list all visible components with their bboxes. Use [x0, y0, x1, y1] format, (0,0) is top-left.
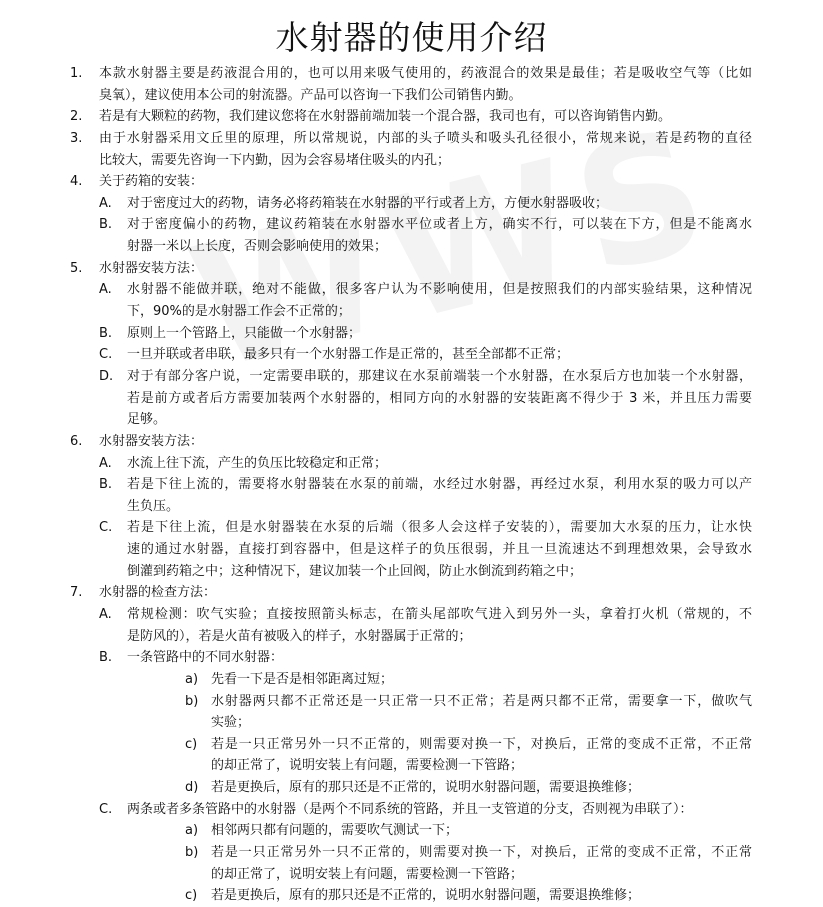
text-line [0, 517, 823, 539]
text-line [0, 150, 823, 172]
line-text: 对于密度过大的药物，请务必将药箱装在水射器的平行或者上方，方便水射器吸收； [127, 195, 609, 211]
line-text: 一条管路中的不同水射器： [127, 650, 284, 666]
line-text: 若是更换后，原有的那只还是不正常的，说明水射器问题，需要退换维修； [211, 780, 641, 796]
text-line [0, 885, 823, 907]
text-line [0, 669, 823, 691]
line-text: 的却正常了，说明安装上有问题，需要检测一下管路； [211, 758, 524, 774]
text-line [0, 431, 823, 453]
line-text: 水流上往下流，产生的负压比较稳定和正常； [127, 455, 388, 471]
text-line [0, 864, 823, 886]
line-text: 关于药箱的安装： [99, 174, 204, 190]
line-text: 水射器安装方法： [99, 433, 204, 449]
item-number: 3. [70, 130, 83, 146]
text-line [0, 63, 823, 85]
text-line [0, 604, 823, 626]
text-line [0, 214, 823, 236]
text-line [0, 755, 823, 777]
text-line [0, 106, 823, 128]
sub-sub-item-label: b) [185, 693, 199, 709]
text-line [0, 409, 823, 431]
sub-item-label: A. [99, 607, 112, 622]
text-line [0, 323, 823, 345]
line-text: 对于密度偏小的药物，建议药箱装在水射器水平位或者上方，确实不行，可以装在下方，但是不能离水 [127, 217, 752, 233]
text-line [0, 388, 823, 410]
line-text: 水射器安装方法： [99, 260, 204, 276]
text-line [0, 344, 823, 366]
line-text: 若是前方或者后方需要加装两个水射器的，相同方向的水射器的安装距离不得少于 3 米，并且压力需要 [127, 390, 752, 406]
line-text: 若是下往上流的，需要将水射器装在水泵的前端，水经过水射器，再经过水泵，利用水泵的吸力可以产 [127, 477, 752, 493]
text-line [0, 777, 823, 799]
item-number: 4. [70, 174, 83, 190]
text-line [0, 236, 823, 258]
text-line [0, 626, 823, 648]
line-text: 下，90%的是水射器工作会不正常的； [127, 304, 351, 320]
text-line [0, 734, 823, 756]
item-number: 7. [70, 585, 83, 601]
text-line [0, 279, 823, 301]
sub-item-label: A. [99, 282, 112, 298]
line-text: 比较大，需要先咨询一下内勤，因为会容易堵住吸头的内孔； [99, 152, 451, 168]
sub-item-label: B. [99, 325, 113, 341]
page-title: 水射器的使用介绍 [275, 18, 548, 57]
line-text: 臭氧），建议使用本公司的射流器。产品可以咨询一下我们公司销售内勤。 [99, 87, 522, 103]
line-text: 生负压。 [127, 498, 180, 514]
line-text: 对于有部分客户说，一定需要串联的，那建议在水泵前端装一个水射器，在水泵后方也加装一个水射器， [127, 368, 752, 384]
line-text: 实验； [211, 715, 251, 731]
line-text: 的却正常了，说明安装上有问题，需要检测一下管路； [211, 866, 524, 882]
line-text: 是防风的），若是火苗有被吸入的样子，水射器属于正常的； [127, 628, 472, 644]
line-text: 常规检测：吹气实验；直接按照箭头标志，在箭头尾部吹气进入到另外一头，拿着打火机（常规的，不 [127, 607, 752, 622]
text-line [0, 820, 823, 842]
text-line [0, 301, 823, 323]
line-text: 倒灌到药箱之中；这种情况下，建议加装一个止回阀，防止水倒流到药箱之中； [127, 563, 583, 579]
line-text: 原则上一个管路上，只能做一个水射器； [127, 325, 362, 341]
item-number: 5. [70, 260, 83, 276]
text-line [0, 193, 823, 215]
sub-sub-item-label: c) [185, 736, 198, 752]
sub-item-label: D. [99, 368, 114, 384]
line-text: 若是有大颗粒的药物，我们建议您将在水射器前端加装一个混合器，我司也有，可以咨询销售内勤。 [99, 109, 672, 125]
text-line [0, 561, 823, 583]
line-text: 若是一只正常另外一只不正常的，则需要对换一下，对换后，正常的变成不正常，不正常 [211, 845, 752, 861]
item-number: 1. [70, 66, 83, 81]
sub-sub-item-label: a) [185, 671, 199, 687]
line-text: 相邻两只都有问题的，需要吹气测试一下； [211, 823, 459, 839]
item-number: 6. [70, 433, 83, 449]
sub-item-label: A. [99, 455, 112, 471]
text-line [0, 539, 823, 561]
sub-item-label: B. [99, 650, 113, 666]
line-text: 若是一只正常另外一只不正常的，则需要对换一下，对换后，正常的变成不正常，不正常 [211, 736, 752, 752]
text-line [0, 258, 823, 280]
line-text: 足够。 [127, 412, 167, 428]
text-line [0, 474, 823, 496]
text-line [0, 171, 823, 193]
text-line [0, 712, 823, 734]
sub-sub-item-label: d) [185, 780, 199, 796]
text-line [0, 366, 823, 388]
line-text: 水射器的检查方法： [99, 585, 217, 601]
sub-sub-item-label: c) [185, 888, 198, 904]
text-line [0, 496, 823, 518]
text-line [0, 842, 823, 864]
sub-sub-item-label: b) [185, 845, 199, 861]
sub-item-label: B. [99, 477, 113, 493]
line-text: 水射器两只都不正常还是一只正常一只不正常；若是两只都不正常，需要拿一下，做吹气 [211, 693, 752, 709]
line-text: 两条或者多条管路中的水射器（是两个不同系统的管路，并且一支管道的分支，否则视为串联了）： [127, 801, 693, 817]
text-line [0, 582, 823, 604]
text-line [0, 85, 823, 107]
sub-item-label: C. [99, 520, 113, 536]
text-line [0, 453, 823, 475]
text-line [0, 799, 823, 821]
line-text: 本款水射器主要是药液混合用的，也可以用来吸气使用的，药液混合的效果是最佳；若是吸收空气等（比如 [99, 66, 752, 81]
line-text: 若是下往上流，但是水射器装在水泵的后端（很多人会这样子安装的），需要加大水泵的压力，让水快 [127, 520, 752, 536]
text-line [0, 128, 823, 150]
sub-item-label: C. [99, 347, 113, 363]
line-text: 速的通过水射器，直接打到容器中，但是这样子的负压很弱，并且一旦流速达不到理想效果，会导致水 [127, 542, 752, 558]
line-text: 一旦并联或者串联，最多只有一个水射器工作是正常的，甚至全部都不正常； [127, 347, 570, 363]
sub-item-label: C. [99, 801, 113, 817]
sub-item-label: A. [99, 195, 112, 211]
line-text: 先看一下是否是相邻距离过短； [211, 671, 394, 687]
item-number: 2. [70, 109, 83, 125]
sub-sub-item-label: a) [185, 823, 199, 839]
text-line [0, 647, 823, 669]
line-text: 若是更换后，原有的那只还是不正常的，说明水射器问题，需要退换维修； [211, 888, 641, 904]
text-line [0, 691, 823, 713]
line-text: 水射器不能做并联，绝对不能做，很多客户认为不影响使用，但是按照我们的内部实验结果，这种情况 [127, 282, 752, 298]
line-text: 射器一米以上长度，否则会影响使用的效果； [127, 239, 388, 255]
sub-item-label: B. [99, 217, 113, 233]
line-text: 由于水射器采用文丘里的原理，所以常规说，内部的头子喷头和吸头孔径很小，常规来说，若是药物的直径 [99, 130, 752, 146]
